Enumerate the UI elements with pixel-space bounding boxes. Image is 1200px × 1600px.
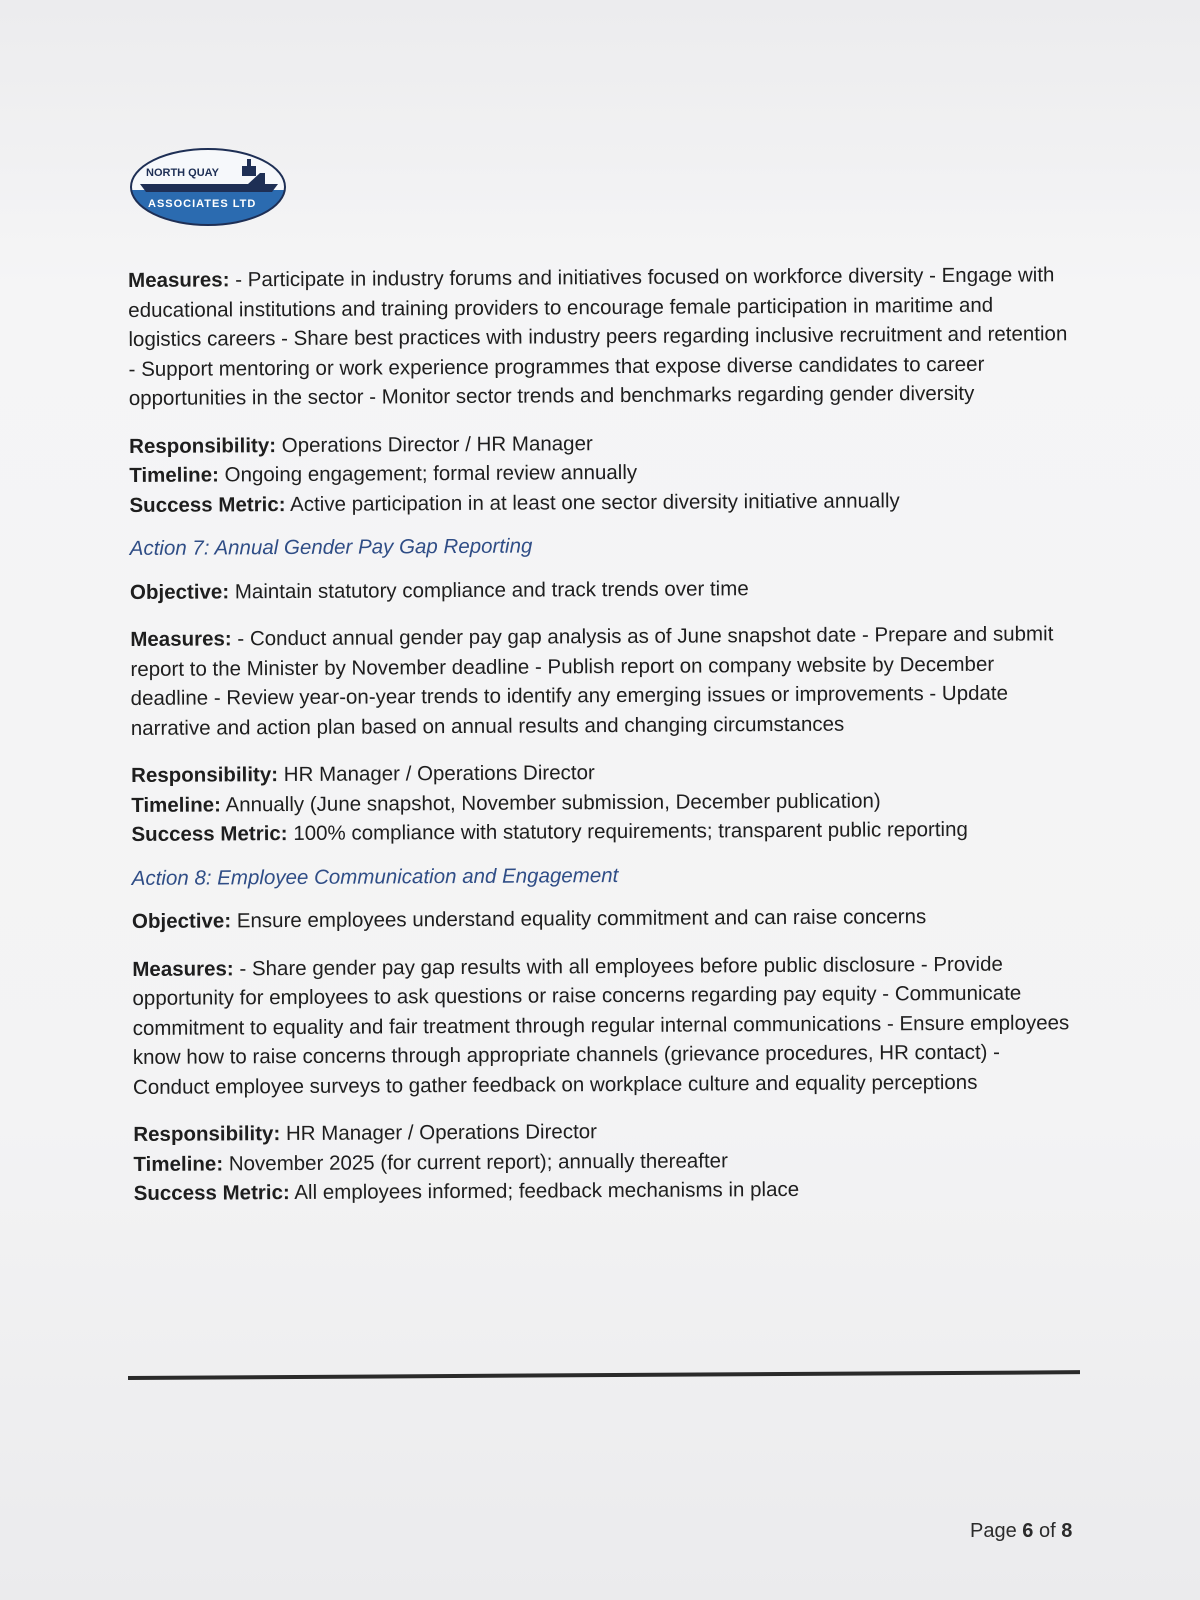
success-metric-line (134, 1173, 1074, 1208)
action8-heading: Action 8: Employee Communication and Engagement (131, 863, 619, 890)
measures-label: Measures: (128, 268, 230, 292)
success-metric-label: Success Metric: (131, 822, 288, 846)
action7-details (131, 755, 1072, 849)
action7-objective (130, 572, 1070, 607)
objective-label: Objective: (131, 909, 232, 933)
action8-measures (132, 949, 1073, 1102)
footer-divider (128, 1370, 1080, 1380)
action8-objective (132, 901, 1072, 936)
responsibility-label: Responsibility: (129, 433, 277, 458)
timeline-label: Timeline: (131, 792, 221, 817)
timeline-label: Timeline: (133, 1151, 224, 1176)
responsibility-label: Responsibility: (133, 1122, 281, 1146)
responsibility-text: Operations Director / HR Manager (275, 431, 593, 457)
responsibility-text: HR Manager / Operations Director (277, 761, 595, 787)
timeline-text: Annually (June snapshot, November submission, December publication) (220, 788, 881, 816)
measures-label: Measures: (130, 627, 232, 651)
page-number (970, 1520, 1072, 1543)
action6-measures (128, 260, 1069, 413)
success-metric-text: All employees informed; feedback mechanisms in place (289, 1177, 800, 1205)
page-middle: of (1033, 1520, 1062, 1542)
action8-details (133, 1114, 1074, 1208)
company-logo (128, 146, 288, 228)
success-metric-text: 100% compliance with statutory requirements; transparent public reporting (287, 817, 968, 846)
objective-text: Maintain statutory compliance and track trends over time (229, 576, 749, 603)
timeline-label: Timeline: (129, 463, 219, 487)
measures-text: - Share gender pay gap results with all employees before public disclosure - Provide opportunity for employees to ask questions or raise concerns regarding pay equity - Communicate commitment to equality and fair treatment through regular internal communications - Ensure employees know how to raise concerns through appropriate channels (grievance procedures, HR contact) - Conduct employee surveys to gather feedback on workplace culture and equality perceptions (132, 952, 1070, 1099)
objective-label: Objective: (129, 579, 230, 604)
page-current: 6 (1022, 1520, 1034, 1542)
action6-details (129, 426, 1070, 520)
document-body (128, 260, 1074, 1222)
responsibility-label: Responsibility: (131, 763, 279, 787)
action7-heading: Action 7: Annual Gender Pay Gap Reporting (129, 534, 533, 560)
objective-text: Ensure employees understand equality commitment and can raise concerns (231, 905, 927, 933)
success-metric-text: Active participation in at least one sector diversity initiative annually (285, 488, 900, 516)
success-metric-label: Success Metric: (129, 492, 286, 517)
success-metric-line (131, 814, 1071, 849)
page-prefix: Page (970, 1520, 1023, 1542)
measures-label: Measures: (132, 956, 234, 981)
timeline-text: November 2025 (for current report); annually thereafter (223, 1148, 728, 1175)
page-total: 8 (1061, 1520, 1073, 1542)
logo-line2: ASSOCIATES LTD (148, 198, 257, 210)
timeline-text: Ongoing engagement; formal review annually (218, 460, 638, 487)
logo-line1: NORTH QUAY (146, 167, 219, 179)
success-metric-line (129, 485, 1069, 520)
action7-measures (130, 619, 1071, 743)
success-metric-label: Success Metric: (133, 1181, 290, 1205)
measures-text: - Conduct annual gender pay gap analysis as of June snapshot date - Prepare and submit report to the Minister by November deadline - Publish report on company website by December deadline - Review year-on-year trends to identify any emerging issues or improvements - Update narrative and action plan based on annual results and changing circumstances (130, 622, 1054, 740)
responsibility-text: HR Manager / Operations Director (280, 1120, 598, 1146)
measures-text: - Participate in industry forums and initiatives focused on workforce diversity - Engage with educational institutions and training providers to encourage female participation in maritime and logistics careers - Share best practices with industry peers regarding inclusive recruitment and retention - Support mentoring or work experience programmes that expose diverse candidates to career opportunities in the sector - Monitor sector trends and benchmarks regarding gender diversity (128, 263, 1068, 410)
